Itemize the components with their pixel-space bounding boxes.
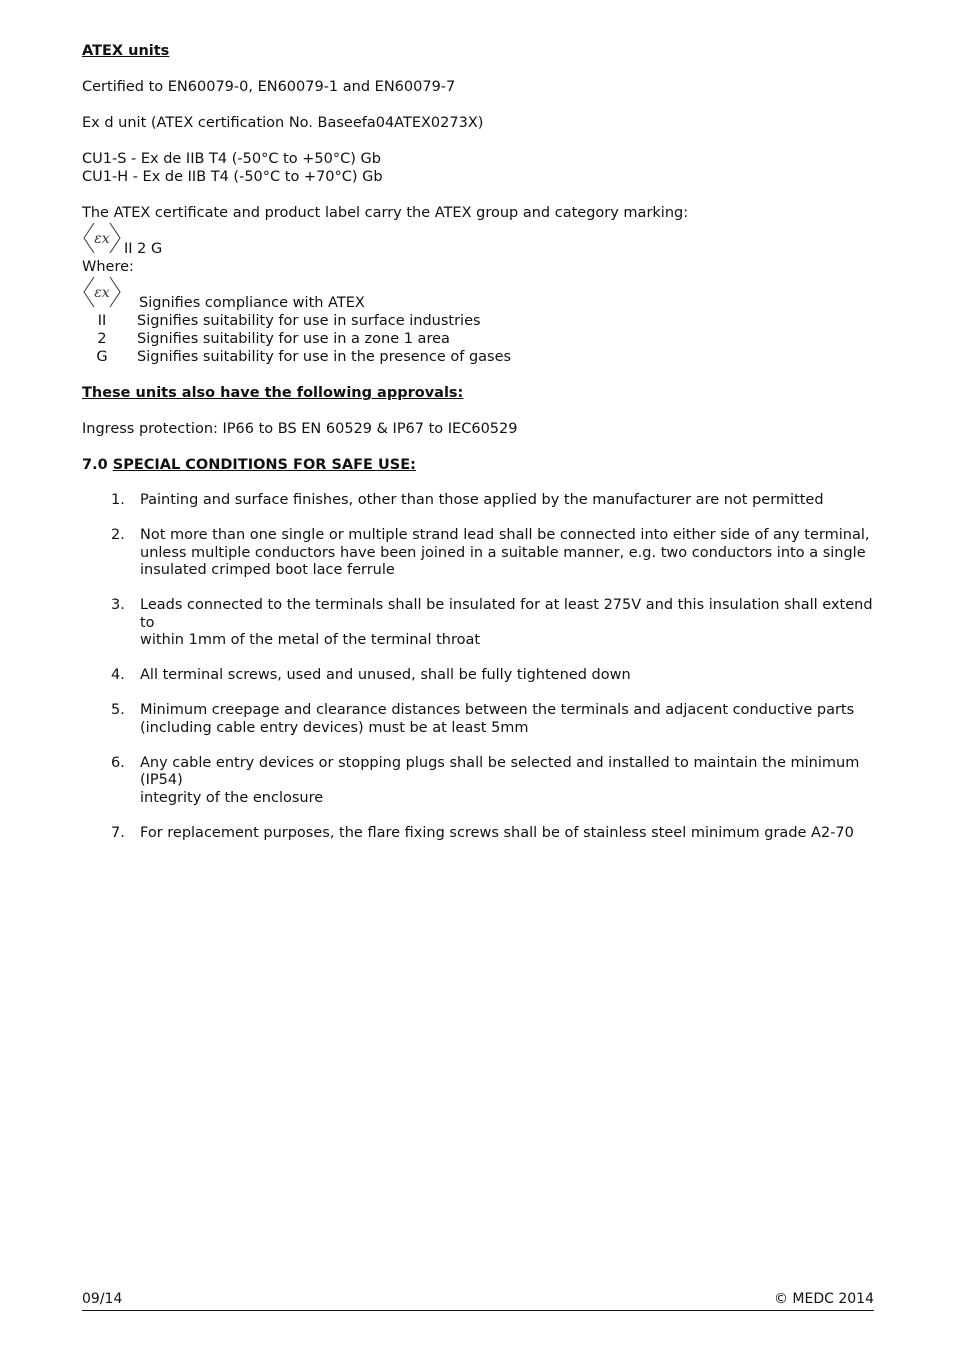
section-title: SPECIAL CONDITIONS FOR SAFE USE:: [112, 457, 416, 473]
where-label: Where:: [82, 259, 134, 275]
list-text: All terminal screws, used and unused, shall be fully tightened down: [140, 667, 631, 683]
list-number: 7.: [111, 824, 125, 841]
list-text: Painting and surface finishes, other than those applied by the manufacturer are not permitted: [140, 492, 824, 508]
list-number: 1.: [111, 492, 125, 508]
list-text: within 1mm of the metal of the terminal throat: [140, 632, 481, 648]
svg-text:εx: εx: [94, 285, 110, 301]
definition-description: Signifies suitability for use in surface industries: [137, 313, 481, 329]
ex-definition: Signifies compliance with ATEX: [139, 295, 365, 311]
list-item: [82, 527, 880, 580]
list-number: 6.: [111, 754, 125, 771]
definition-row: [82, 330, 874, 348]
atex-heading: ATEX units: [82, 43, 170, 59]
page-footer: [82, 1290, 874, 1311]
exd-certification-text: Ex d unit (ATEX certification No. Baseefa04ATEX0273X): [82, 115, 484, 131]
ex-definition-row: [82, 276, 874, 312]
definition-row: [82, 312, 874, 330]
ex-hexagon-icon: [82, 222, 122, 254]
list-text: Any cable entry devices or stopping plugs shall be selected and installed to maintain the minimum (IP54): [140, 754, 860, 788]
label-marking-text: The ATEX certificate and product label carry the ATEX group and category marking:: [82, 205, 689, 221]
list-number: 5.: [111, 702, 125, 718]
list-item: [82, 755, 880, 808]
list-item: [82, 702, 880, 737]
list-number: 2.: [111, 527, 125, 543]
list-text: integrity of the enclosure: [140, 789, 324, 806]
list-item: [82, 492, 880, 510]
list-text: (including cable entry devices) must be at least 5mm: [140, 719, 529, 736]
definition-code: II: [97, 313, 107, 329]
list-text: Minimum creepage and clearance distances between the terminals and adjacent conductive parts: [140, 702, 855, 718]
ingress-protection-text: Ingress protection: IP66 to BS EN 60529 & IP67 to IEC60529: [82, 421, 518, 437]
conditions-list: [82, 492, 874, 842]
section-heading: [82, 456, 874, 474]
atex-marking: II 2 G: [124, 241, 163, 257]
list-number: 3.: [111, 597, 125, 613]
definition-row: [82, 348, 874, 366]
list-text: Leads connected to the terminals shall be insulated for at least 275V and this insulation shall extend to: [140, 597, 873, 631]
list-text: For replacement purposes, the flare fixing screws shall be of stainless steel minimum grade A2-70: [140, 824, 854, 841]
svg-text:εx: εx: [94, 231, 110, 247]
list-item: [82, 667, 880, 685]
footer-copyright: © MEDC 2014: [773, 1291, 874, 1307]
list-item: [82, 825, 880, 843]
certified-text: Certified to EN60079-0, EN60079-1 and EN60079-7: [82, 79, 456, 95]
list-text: unless multiple conductors have been joined in a suitable manner, e.g. two conductors into a single: [140, 544, 866, 561]
section-number: 7.0: [82, 457, 108, 473]
definition-code: G: [96, 349, 108, 365]
list-number: 4.: [111, 667, 125, 683]
approvals-heading: These units also have the following approvals:: [82, 385, 464, 401]
cu1h-rating: CU1-H - Ex de IIB T4 (-50°C to +70°C) Gb: [82, 169, 383, 185]
list-item: [82, 597, 880, 650]
definition-code: 2: [97, 331, 107, 347]
definition-description: Signifies suitability for use in the presence of gases: [137, 349, 512, 365]
document-body: [82, 42, 874, 860]
definition-description: Signifies suitability for use in a zone 1 area: [137, 331, 450, 347]
list-text: Not more than one single or multiple strand lead shall be connected into either side of any terminal,: [140, 527, 870, 543]
marking-row: [82, 222, 874, 258]
ex-hexagon-icon: [82, 276, 122, 308]
list-text: insulated crimped boot lace ferrule: [140, 562, 395, 578]
footer-date: 09/14: [82, 1291, 123, 1307]
cu1s-rating: CU1-S - Ex de IIB T4 (-50°C to +50°C) Gb: [82, 151, 381, 167]
